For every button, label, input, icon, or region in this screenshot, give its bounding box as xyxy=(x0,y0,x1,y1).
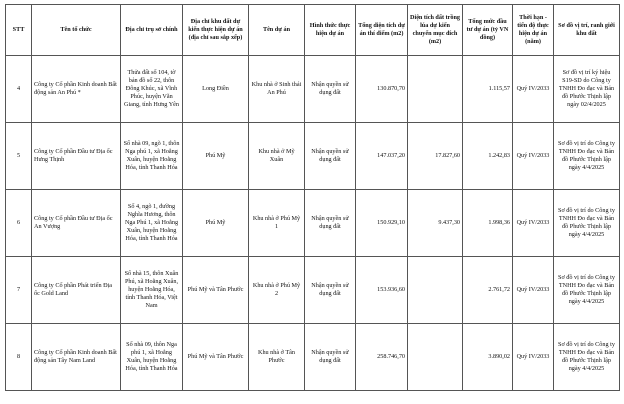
project-cell: Khu nhà ở Sinh thái An Phú xyxy=(249,56,305,123)
table-row xyxy=(6,56,620,123)
header-cell: Diện tích đất trồng lúa dự kiến chuyển mục đích (m2) xyxy=(408,5,463,56)
stt-cell: 6 xyxy=(6,190,32,257)
hq-cell: Số nhà 09, thôn Nga phú 1, xã Hoằng Xuân, huyện Hoằng Hóa, tỉnh Thanh Hóa xyxy=(121,324,183,391)
rice-cell xyxy=(408,324,463,391)
deadline-cell: Quý IV/2033 xyxy=(513,56,554,123)
header-cell: Tên dự án xyxy=(249,5,305,56)
project-cell: Khu nhà ở Phú Mỹ 2 xyxy=(249,257,305,324)
hq-cell: Số nhà 15, thôn Xuân Phú, xã Hoằng Xuân, huyện Hoằng Hóa, tỉnh Thanh Hóa, Việt Nam xyxy=(121,257,183,324)
map-cell: Sơ đồ vị trí do Công ty TNHH Đo đạc và Bản đồ Phước Thịnh lập ngày 4/4/2025 xyxy=(554,324,620,391)
project-cell: Khu nhà ở Phú Mỹ 1 xyxy=(249,190,305,257)
area-cell: 150.929,10 xyxy=(356,190,408,257)
project-cell: Khu nhà ở Tân Phước xyxy=(249,324,305,391)
map-cell: Sơ đồ vị trí do Công ty TNHH Đo đạc và Bản đồ Phước Thịnh lập ngày 4/4/2025 xyxy=(554,190,620,257)
site-cell: Phú Mỹ xyxy=(183,123,249,190)
hq-cell: Thửa đất số 104, tờ bản đồ số 22, thôn Đông Khúc, xã Vĩnh Phúc, huyện Văn Giang, tỉnh Hưng Yên xyxy=(121,56,183,123)
invest-cell: 1.242,83 xyxy=(463,123,513,190)
project-cell: Khu nhà ở Mỹ Xuân xyxy=(249,123,305,190)
document-sheet xyxy=(5,4,620,391)
area-cell: 153.936,60 xyxy=(356,257,408,324)
site-cell: Phú Mỹ và Tân Phước xyxy=(183,324,249,391)
site-cell: Phú Mỹ và Tân Phước xyxy=(183,257,249,324)
org-cell: Công ty Cổ phần Phát triển Địa ốc Gold Land xyxy=(32,257,121,324)
map-cell: Sơ đồ vị trí do Công ty TNHH Đo đạc và Bản đồ Phước Thịnh lập ngày 4/4/2025 xyxy=(554,123,620,190)
invest-cell: 1.998,36 xyxy=(463,190,513,257)
org-cell: Công ty Cổ phần Kinh doanh Bất động sản Tây Nam Land xyxy=(32,324,121,391)
form-cell: Nhận quyền sử dụng đất xyxy=(305,56,356,123)
hq-cell: Số nhà 09, ngõ 1, thôn Nga phú 1, xã Hoằng Xuân, huyện Hoằng Hóa, tỉnh Thanh Hóa xyxy=(121,123,183,190)
map-cell: Sơ đồ vị trí ký hiệu S19-SD do Công ty TNHH Đo đạc và Bản đồ Phước Thịnh lập ngày 02/4/2025 xyxy=(554,56,620,123)
header-cell: Thời hạn - tiến độ thực hiện dự án (năm) xyxy=(513,5,554,56)
org-cell: Công ty Cổ phần Đầu tư Địa ốc Hưng Thịnh xyxy=(32,123,121,190)
stt-cell: 5 xyxy=(6,123,32,190)
area-cell: 130.870,70 xyxy=(356,56,408,123)
table-row xyxy=(6,257,620,324)
form-cell: Nhận quyền sử dụng đất xyxy=(305,123,356,190)
projects-table xyxy=(5,4,620,391)
site-cell: Phú Mỹ xyxy=(183,190,249,257)
rice-cell xyxy=(408,257,463,324)
deadline-cell: Quý IV/2033 xyxy=(513,257,554,324)
org-cell: Công ty Cổ phần Kinh doanh Bất động sản An Phú * xyxy=(32,56,121,123)
deadline-cell: Quý IV/2033 xyxy=(513,324,554,391)
header-cell: Tổng diện tích dự án thí điểm (m2) xyxy=(356,5,408,56)
rice-cell: 9.437,30 xyxy=(408,190,463,257)
rice-cell xyxy=(408,56,463,123)
invest-cell: 2.761,72 xyxy=(463,257,513,324)
invest-cell: 1.115,57 xyxy=(463,56,513,123)
stt-cell: 7 xyxy=(6,257,32,324)
org-cell: Công ty Cổ phần Đầu tư Địa ốc An Vượng xyxy=(32,190,121,257)
table-row xyxy=(6,324,620,391)
header-cell: Tổng mức đầu tư dự án (tỷ VN đồng) xyxy=(463,5,513,56)
table-row xyxy=(6,123,620,190)
form-cell: Nhận quyền sử dụng đất xyxy=(305,324,356,391)
deadline-cell: Quý IV/2033 xyxy=(513,190,554,257)
stt-cell: 4 xyxy=(6,56,32,123)
rice-cell: 17.827,60 xyxy=(408,123,463,190)
header-row xyxy=(6,5,620,56)
area-cell: 147.037,20 xyxy=(356,123,408,190)
header-cell: Địa chỉ khu đất dự kiến thực hiện dự án (địa chỉ sau sắp xếp) xyxy=(183,5,249,56)
header-cell: Tên tổ chức xyxy=(32,5,121,56)
map-cell: Sơ đồ vị trí do Công ty TNHH Đo đạc và Bản đồ Phước Thịnh lập ngày 4/4/2025 xyxy=(554,257,620,324)
header-cell: Sơ đồ vị trí, ranh giới khu đất xyxy=(554,5,620,56)
hq-cell: Số 4, ngõ 1, đường Nghĩa Hương, thôn Nga Phú 1, xã Hoằng Xuân, huyện Hoằng Hóa, tỉnh Thanh Hóa xyxy=(121,190,183,257)
area-cell: 258.746,70 xyxy=(356,324,408,391)
deadline-cell: Quý IV/2033 xyxy=(513,123,554,190)
invest-cell: 3.890,02 xyxy=(463,324,513,391)
header-cell: STT xyxy=(6,5,32,56)
form-cell: Nhận quyền sử dụng đất xyxy=(305,190,356,257)
header-cell: Hình thức thực hiện dự án xyxy=(305,5,356,56)
form-cell: Nhận quyền sử dụng đất xyxy=(305,257,356,324)
stt-cell: 8 xyxy=(6,324,32,391)
site-cell: Long Điền xyxy=(183,56,249,123)
table-row xyxy=(6,190,620,257)
header-cell: Địa chỉ trụ sở chính xyxy=(121,5,183,56)
